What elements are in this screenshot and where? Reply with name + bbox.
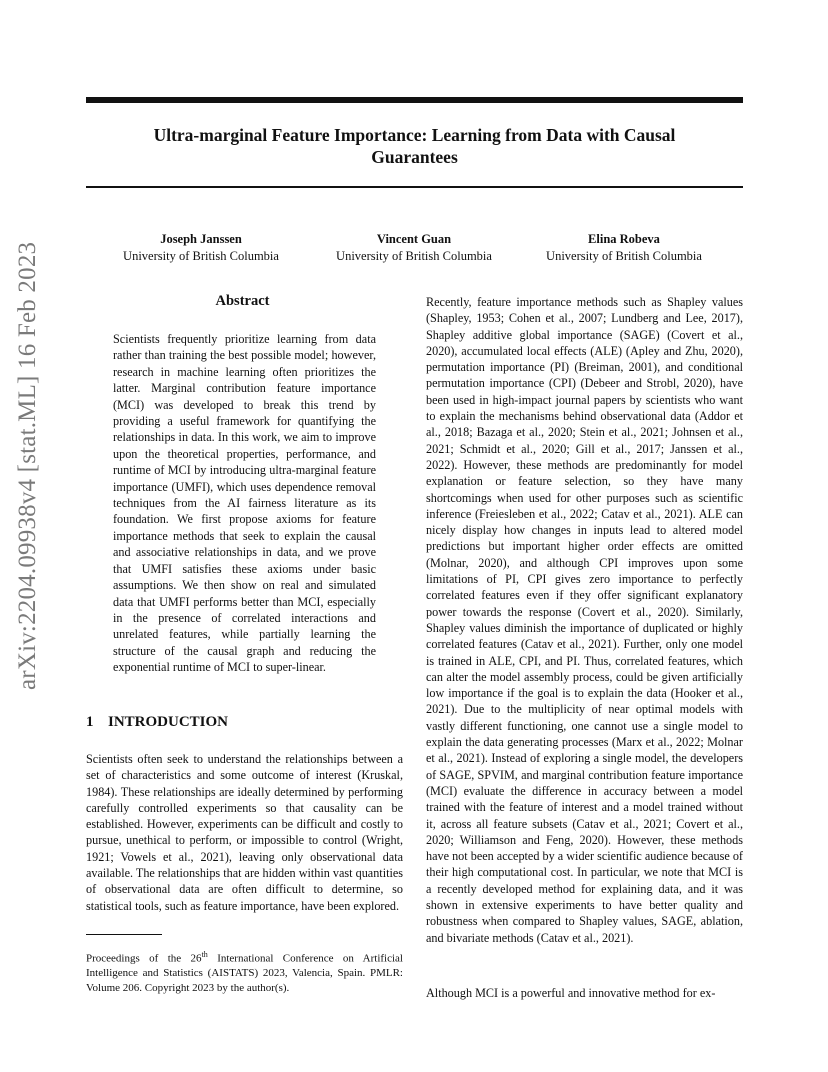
author-name: Elina Robeva	[588, 232, 660, 246]
section-title: INTRODUCTION	[108, 714, 229, 730]
right-column-last-line: Although MCI is a powerful and innovative method for ex-	[426, 986, 716, 1000]
footnote-text-end: International Conference on Artificial Intelligence and Statistics (AISTATS) 2023, Valencia, Spain. PMLR: Volume 206. Copyright 2023 by the author(s).	[86, 952, 403, 994]
footnote-superscript: th	[201, 950, 208, 959]
author-block-3	[519, 231, 729, 265]
footnote-rule	[86, 934, 162, 935]
author-affiliation: University of British Columbia	[336, 249, 492, 263]
footnote-text-start: Proceedings of the 26	[86, 952, 202, 965]
author-block-2	[309, 231, 519, 265]
section-heading	[86, 714, 228, 731]
title-bottom-rule	[86, 186, 743, 188]
paper-title	[86, 124, 743, 168]
author-affiliation: University of British Columbia	[546, 249, 702, 263]
title-line-2: Guarantees	[371, 147, 458, 167]
author-name: Joseph Janssen	[160, 232, 242, 246]
abstract-heading: Abstract	[215, 293, 270, 309]
abstract-body: Scientists frequently prioritize learning from data rather than training the best possible model; however, research in machine learning often prioritizes the latter. Marginal contribution feature importance (MCI) was developed to break this trend by providing a useful framework for quantifying the relationships in data. In this work, we aim to improve upon the theoretical properties, performance, and runtime of MCI by introducing ultra-marginal feature importance (UMFI), which uses dependence removal techniques from the AI fairness literature as its foundation. We first propose axioms for feature importance methods that seek to explain the causal and associative relationships in data, and we prove that UMFI satisfies these axioms under basic assumptions. We then show on real and simulated data that UMFI performs better than MCI, especially in the presence of correlated interactions and unrelated features, while partially learning the structure of the causal graph and reducing the exponential runtime of MCI to super-linear.	[113, 332, 376, 675]
intro-paragraph: Scientists often seek to understand the relationships between a set of characteristics and some outcome of interest (Kruskal, 1984). These relationships are ideally determined by performing carefully controlled experiments so that causality can be established. However, experiments can be difficult and costly to pursue, unethical to perform, or impossible to control (Wright, 1921; Vowels et al., 2021), leaving only observational data available. The relationships that are hidden within vast quantities of observational data are often difficult to determine, so statistical tools, such as feature importance, have been explored.	[86, 752, 403, 913]
footnote	[86, 948, 403, 995]
arxiv-identifier: arXiv:2204.09938v4 [stat.ML] 16 Feb 2023	[14, 241, 41, 690]
title-line-1: Ultra-marginal Feature Importance: Learning from Data with Causal	[153, 125, 676, 145]
author-name: Vincent Guan	[376, 232, 452, 246]
title-top-rule	[86, 97, 743, 103]
author-block-1	[96, 231, 306, 265]
author-affiliation: University of British Columbia	[123, 249, 279, 263]
right-column-paragraph: Recently, feature importance methods such as Shapley values (Shapley, 1953; Cohen et al., 2007; Lundberg and Lee, 2017), Shapley additive global importance (SAGE) (Covert et al., 2020), accumulated local effects (ALE) (Apley and Zhu, 2020), permutation importance (PI) (Breiman, 2001), and conditional permutation importance (CPI) (Debeer and Strobl, 2020), have been used in high-impact journal papers by scientists who want to explain the mechanisms behind observational data (Addor et al., 2018; Bazaga et al., 2020; Stein et al., 2021; Johnsen et al., 2021; Schmidt et al., 2020; Gill et al., 2017; Janssen et al., 2022). However, these methods are predominantly for model explanation or feature selection, so they have many shortcomings when used for other purposes such as scientific inference (Freiesleben et al., 2022; Catav et al., 2021). ALE can nicely display how changes in inputs lead to altered model predictions but important higher order effects are omitted (Molnar, 2020), and although CPI improves upon some limitations of PI, CPI gives zero importance to perfectly correlated features even if they offer significant explanatory power towards the response (Covert et al., 2020). Similarly, Shapley values diminish the importance of duplicated or highly correlated features (Catav et al., 2021). Further, only one model is trained in ALE, CPI, and PI. Thus, correlated features, which can alter the model assembly process, could be given artificially low importance if the goal is to explain the data (Hooker et al., 2021). Due to the multiplicity of near optimal models with vastly different functioning, one cannot use a single model to explain the data generating processes (Marx et al., 2022; Molnar et al., 2021). Instead of exploring a single model, the developers of SAGE, SPVIM, and marginal contribution feature importance (MCI) evaluate the difference in accuracy between a model trained with the feature of interest and a model trained without it, across all feature subsets (Catav et al., 2021; Covert et al., 2020; Williamson and Feng, 2020). However, these methods have not been accepted by a wider scientific audience because of their high computational cost. In particular, we note that MCI is a recently developed method for explaining data, and it was shown in extensive experiments to have better quality and robustness when compared to Shapley values, SAGE, ablation, and bivariate methods (Catav et al., 2021).	[426, 295, 743, 945]
section-number: 1	[86, 714, 94, 730]
